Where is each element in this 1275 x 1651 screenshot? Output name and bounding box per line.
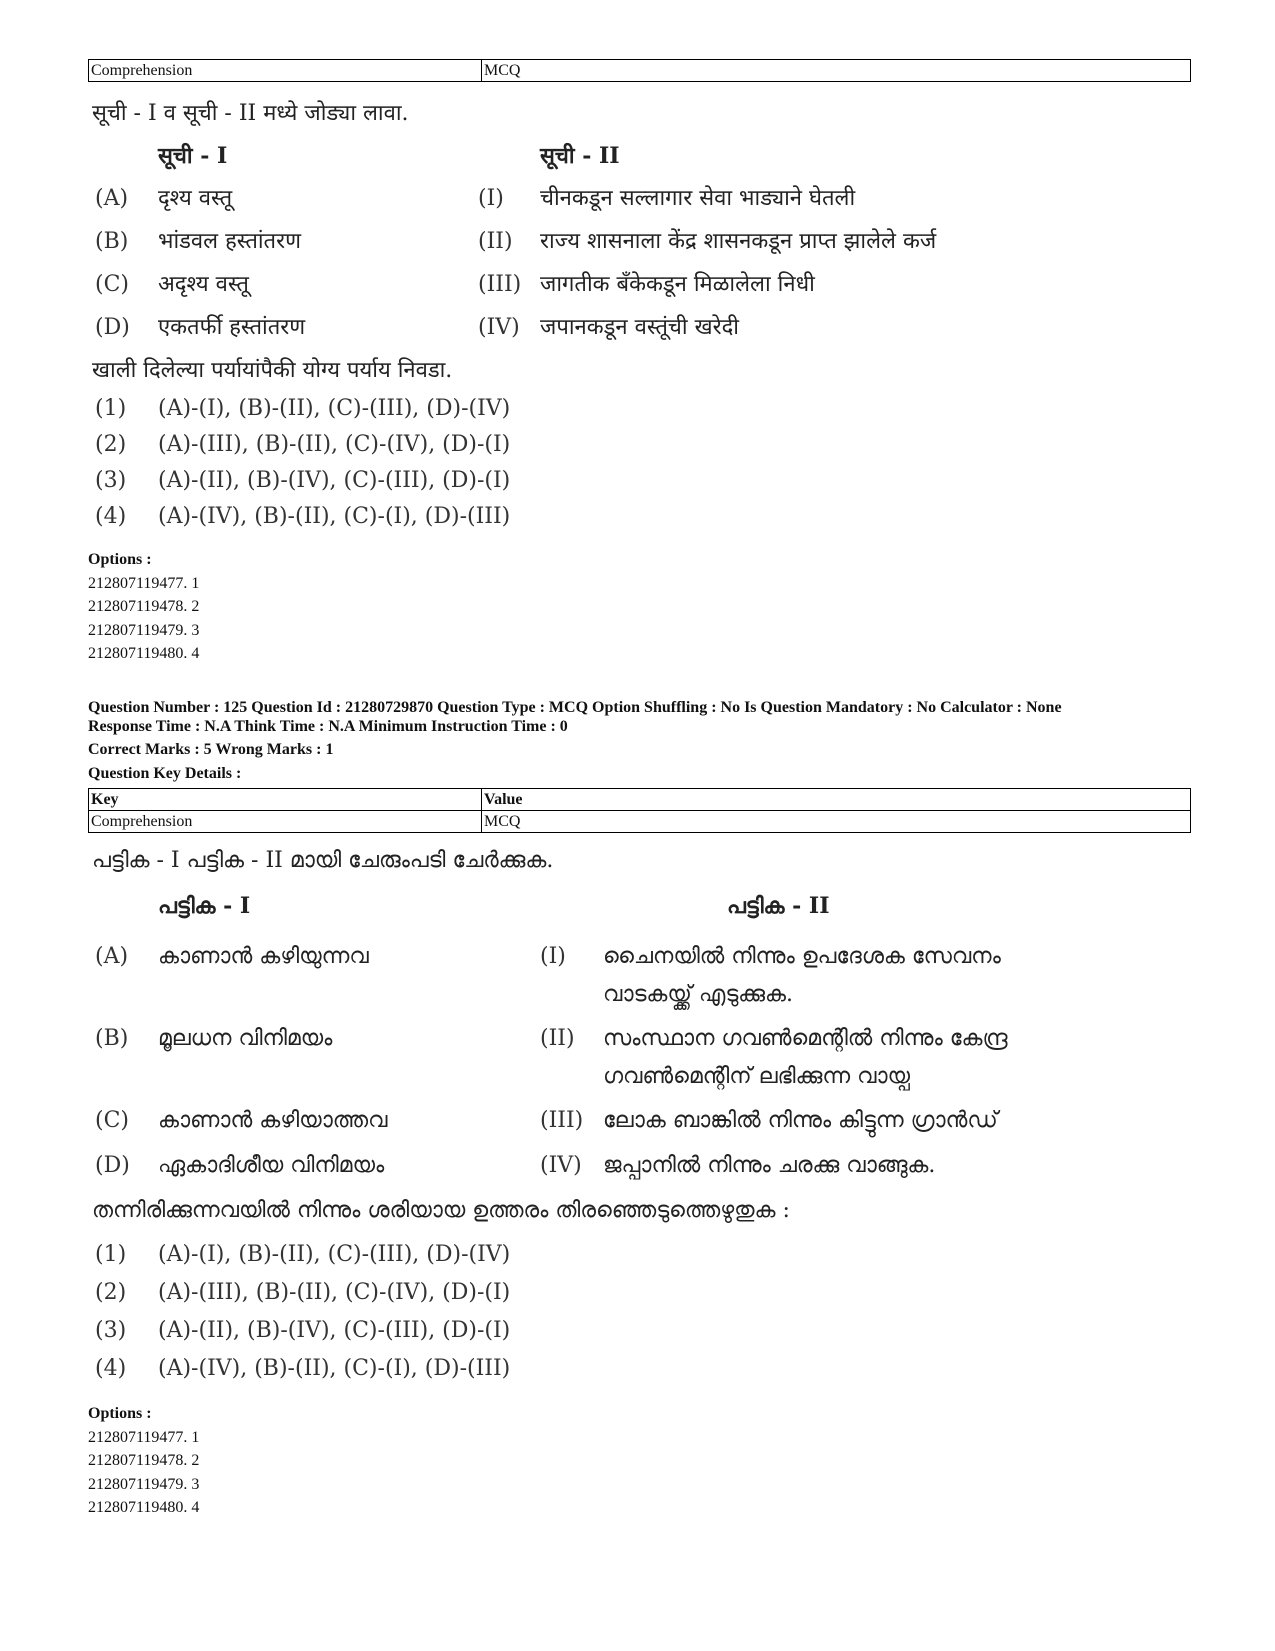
q125-answer-1-number: (1) <box>95 1242 127 1267</box>
q124-row-c-label: (C) <box>95 272 129 297</box>
q125-row-d-match-label: (IV) <box>540 1153 582 1178</box>
q124-list2-title: सूची - II <box>540 143 620 169</box>
q125-answer-1-text: (A)-(I), (B)-(II), (C)-(III), (D)-(IV) <box>158 1242 511 1267</box>
q125-row-a-text: കാണാൻ കഴിയുന്നവ <box>158 944 369 969</box>
q124-answer-4-text: (A)-(IV), (B)-(II), (C)-(I), (D)-(III) <box>158 504 511 529</box>
q124-row-a-text: दृश्य वस्तू <box>158 186 233 211</box>
q125-row-a-match-text-cont: വാടകയ്ക്ക് എടുക്കുക. <box>603 982 794 1007</box>
q125-row-b-match-text-cont: ഗവൺമെന്റിന് ലഭിക്കുന്ന വായ്പ <box>603 1064 911 1089</box>
q124-row-d-match-text: जपानकडून वस्तूंची खरेदी <box>540 315 739 340</box>
q124-row-b-text: भांडवल हस्तांतरण <box>158 229 301 254</box>
q124-row-d-text: एकतर्फी हस्तांतरण <box>158 315 306 340</box>
table-header-row <box>89 789 1191 811</box>
table-header-key: Key <box>89 789 482 811</box>
q124-options-label: Options : <box>88 551 152 568</box>
q125-option-2: 212807119478. 2 <box>88 1452 200 1469</box>
q125-meta-line1: Question Number : 125 Question Id : 21280729870 Question Type : MCQ Option Shuffling : No Is Question Mandatory : No Calculator : None <box>88 699 1062 716</box>
q125-option-1: 212807119477. 1 <box>88 1429 200 1446</box>
q125-answer-2-text: (A)-(III), (B)-(II), (C)-(IV), (D)-(I) <box>158 1280 511 1305</box>
q124-answer-3-text: (A)-(II), (B)-(IV), (C)-(III), (D)-(I) <box>158 468 511 493</box>
q124-row-a-label: (A) <box>95 186 129 211</box>
q125-meta-line2: Response Time : N.A Think Time : N.A Minimum Instruction Time : 0 <box>88 718 568 735</box>
q124-row-a-match-text: चीनकडून सल्लागार सेवा भाड्याने घेतली <box>540 186 856 211</box>
q125-question-heading: പട്ടിക - I പട്ടിക - II മായി ചേരുംപടി ചേർക്കുക. <box>92 848 554 873</box>
q124-instruction: खाली दिलेल्या पर्यायांपैकी योग्य पर्याय निवडा. <box>92 358 453 383</box>
q125-row-d-text: ഏകാദിശീയ വിനിമയം <box>158 1153 385 1178</box>
q125-row-c-match-text: ലോക ബാങ്കിൽ നിന്നും കിട്ടുന്ന ഗ്രാൻഡ് <box>603 1108 998 1133</box>
q124-answer-1-number: (1) <box>95 396 127 421</box>
table-cell-value: MCQ <box>482 60 1191 82</box>
q124-row-c-text: अदृश्य वस्तू <box>158 272 249 297</box>
q125-row-a-match-label: (I) <box>540 944 566 969</box>
q125-row-a-label: (A) <box>95 944 129 969</box>
q124-row-a-match-label: (I) <box>478 186 504 211</box>
q125-option-3: 212807119479. 3 <box>88 1476 200 1493</box>
q125-list2-title: പട്ടിക - II <box>727 893 830 919</box>
table-header-value: Value <box>482 789 1191 811</box>
q124-row-d-label: (D) <box>95 315 130 340</box>
q125-options-label: Options : <box>88 1405 152 1422</box>
q125-answer-3-text: (A)-(II), (B)-(IV), (C)-(III), (D)-(I) <box>158 1318 511 1343</box>
q125-row-b-match-label: (II) <box>540 1026 575 1051</box>
q124-row-b-label: (B) <box>95 229 129 254</box>
q124-answer-2-text: (A)-(III), (B)-(II), (C)-(IV), (D)-(I) <box>158 432 511 457</box>
q125-key-table <box>88 788 1191 833</box>
q125-row-b-text: മൂലധന വിനിമയം <box>158 1026 333 1051</box>
q124-answer-2-number: (2) <box>95 432 127 457</box>
q124-option-4: 212807119480. 4 <box>88 645 200 662</box>
q125-answer-4-number: (4) <box>95 1356 127 1381</box>
q124-row-c-match-label: (III) <box>478 272 522 297</box>
q124-key-table <box>88 59 1191 82</box>
q124-option-2: 212807119478. 2 <box>88 598 200 615</box>
q125-instruction: തന്നിരിക്കുന്നവയിൽ നിന്നും ശരിയായ ഉത്തരം തിരഞ്ഞെടുത്തെഴുതുക : <box>92 1198 790 1223</box>
q125-answer-3-number: (3) <box>95 1318 127 1343</box>
q124-option-3: 212807119479. 3 <box>88 622 200 639</box>
q124-answer-3-number: (3) <box>95 468 127 493</box>
q124-answer-4-number: (4) <box>95 504 127 529</box>
table-cell-key: Comprehension <box>89 60 482 82</box>
table-row <box>89 811 1191 833</box>
table-cell-value: MCQ <box>482 811 1191 833</box>
q125-row-a-match-text: ചൈനയിൽ നിന്നും ഉപദേശക സേവനം <box>603 944 1001 969</box>
q125-row-c-text: കാണാൻ കഴിയാത്തവ <box>158 1108 388 1133</box>
q125-row-b-match-text: സംസ്ഥാന ഗവൺമെന്റിൽ നിന്നും കേന്ദ്ര <box>603 1026 1008 1051</box>
q125-marks: Correct Marks : 5 Wrong Marks : 1 <box>88 741 334 758</box>
q125-list1-title: പട്ടിക - I <box>158 893 251 919</box>
q125-row-c-label: (C) <box>95 1108 129 1133</box>
q125-row-c-match-label: (III) <box>540 1108 584 1133</box>
q125-row-d-match-text: ജപ്പാനിൽ നിന്നും ചരക്കു വാങ്ങുക. <box>603 1153 936 1178</box>
q125-answer-2-number: (2) <box>95 1280 127 1305</box>
q124-question-heading: सूची - I व सूची - II मध्ये जोड्या लावा. <box>92 101 409 126</box>
table-row <box>89 60 1191 82</box>
q125-key-details-label: Question Key Details : <box>88 765 242 782</box>
q124-option-1: 212807119477. 1 <box>88 575 200 592</box>
q125-answer-4-text: (A)-(IV), (B)-(II), (C)-(I), (D)-(III) <box>158 1356 511 1381</box>
q124-row-d-match-label: (IV) <box>478 315 520 340</box>
q124-answer-1-text: (A)-(I), (B)-(II), (C)-(III), (D)-(IV) <box>158 396 511 421</box>
q125-row-b-label: (B) <box>95 1026 129 1051</box>
table-cell-key: Comprehension <box>89 811 482 833</box>
q124-list1-title: सूची - I <box>158 143 228 169</box>
q125-option-4: 212807119480. 4 <box>88 1499 200 1516</box>
q124-row-b-match-label: (II) <box>478 229 513 254</box>
q124-row-c-match-text: जागतीक बँकेकडून मिळालेला निधी <box>540 272 815 297</box>
q125-row-d-label: (D) <box>95 1153 130 1178</box>
q124-row-b-match-text: राज्य शासनाला केंद्र शासनकडून प्राप्त झालेले कर्ज <box>540 229 937 254</box>
